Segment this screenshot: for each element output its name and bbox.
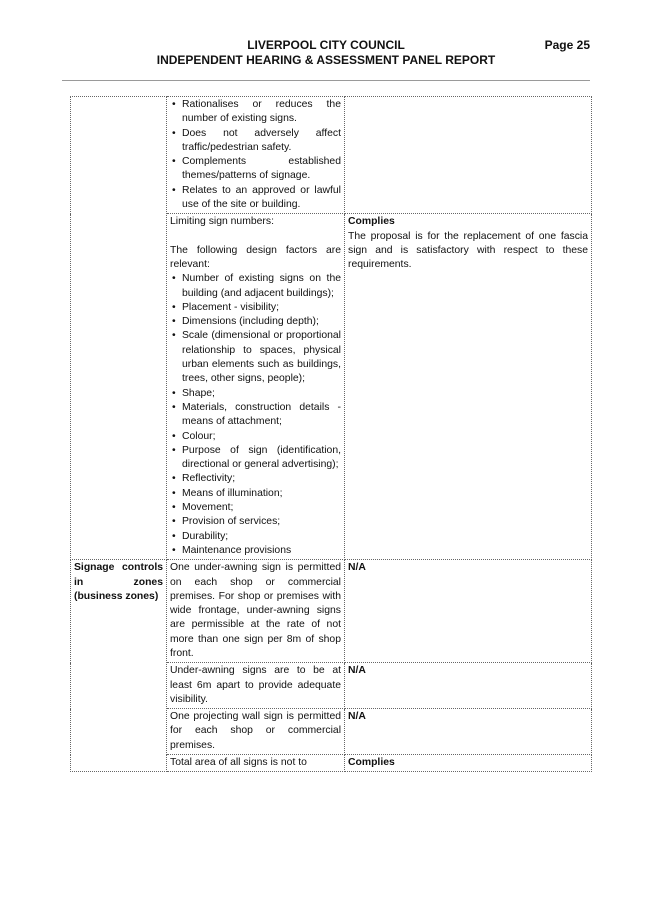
list-item: • Movement;: [182, 501, 341, 515]
requirement-intro: Limiting sign numbers:: [170, 216, 274, 228]
page-header: [62, 38, 590, 81]
requirement-cell: One under-awning sign is permitted on each shop or commercial premises. For shop or premises with wide frontage, under-awning signs are permissible at the rate of not more than one sign per 8m of shop front.: [167, 560, 345, 663]
list-item: • Scale (dimensional or proportional relationship to spaces, physical urban elements such as buildings, trees, other signs, people);: [182, 329, 341, 386]
compliance-cell: [345, 214, 592, 560]
list-item: • Durability;: [182, 530, 341, 544]
list-item: • Rationalises or reduces the number of existing signs.: [182, 98, 341, 127]
list-item: • Means of illumination;: [182, 487, 341, 501]
compliance-status: Complies: [345, 755, 592, 772]
table-row: [71, 560, 592, 663]
design-factor-bullets: [170, 272, 341, 558]
table-row: [71, 97, 592, 214]
list-item: • Relates to an approved or lawful use of the site or building.: [182, 184, 341, 213]
control-heading: Signage controls in zones (business zones): [71, 560, 167, 772]
list-item: • Does not adversely affect traffic/pedestrian safety.: [182, 127, 341, 156]
compliance-status: N/A: [345, 560, 592, 663]
list-item: • Materials, construction details - means of attachment;: [182, 401, 341, 430]
requirement-cell: [167, 214, 345, 560]
list-item: • Shape;: [182, 387, 341, 401]
council-name: LIVERPOOL CITY COUNCIL: [247, 38, 405, 52]
list-item: • Purpose of sign (identification, directional or general advertising);: [182, 444, 341, 473]
compliance-status: N/A: [345, 709, 592, 755]
list-item: • Provision of services;: [182, 515, 341, 529]
requirement-cell: Total area of all signs is not to: [167, 755, 345, 772]
assessment-table: [70, 96, 592, 772]
list-item: • Maintenance provisions: [182, 544, 341, 558]
compliance-cell: [345, 97, 592, 214]
compliance-status: Complies: [348, 216, 395, 228]
list-item: • Colour;: [182, 430, 341, 444]
requirement-bullets: [170, 98, 341, 212]
list-item: • Complements established themes/patterns of signage.: [182, 155, 341, 184]
list-item: • Number of existing signs on the building (and adjacent buildings);: [182, 272, 341, 301]
requirement-cell: [167, 97, 345, 214]
requirement-cell: Under-awning signs are to be at least 6m apart to provide adequate visibility.: [167, 663, 345, 709]
list-item: • Dimensions (including depth);: [182, 315, 341, 329]
requirement-lead: The following design factors are relevant:: [170, 244, 341, 270]
page-number: Page 25: [544, 38, 590, 52]
report-title: INDEPENDENT HEARING & ASSESSMENT PANEL REPORT: [156, 53, 496, 67]
compliance-status: N/A: [345, 663, 592, 709]
list-item: • Placement - visibility;: [182, 301, 341, 315]
requirement-cell: One projecting wall sign is permitted for each shop or commercial premises.: [167, 709, 345, 755]
control-cell: [71, 97, 167, 560]
compliance-comment: The proposal is for the replacement of one fascia sign and is satisfactory with respect to these requirements.: [348, 230, 588, 271]
list-item: • Reflectivity;: [182, 472, 341, 486]
